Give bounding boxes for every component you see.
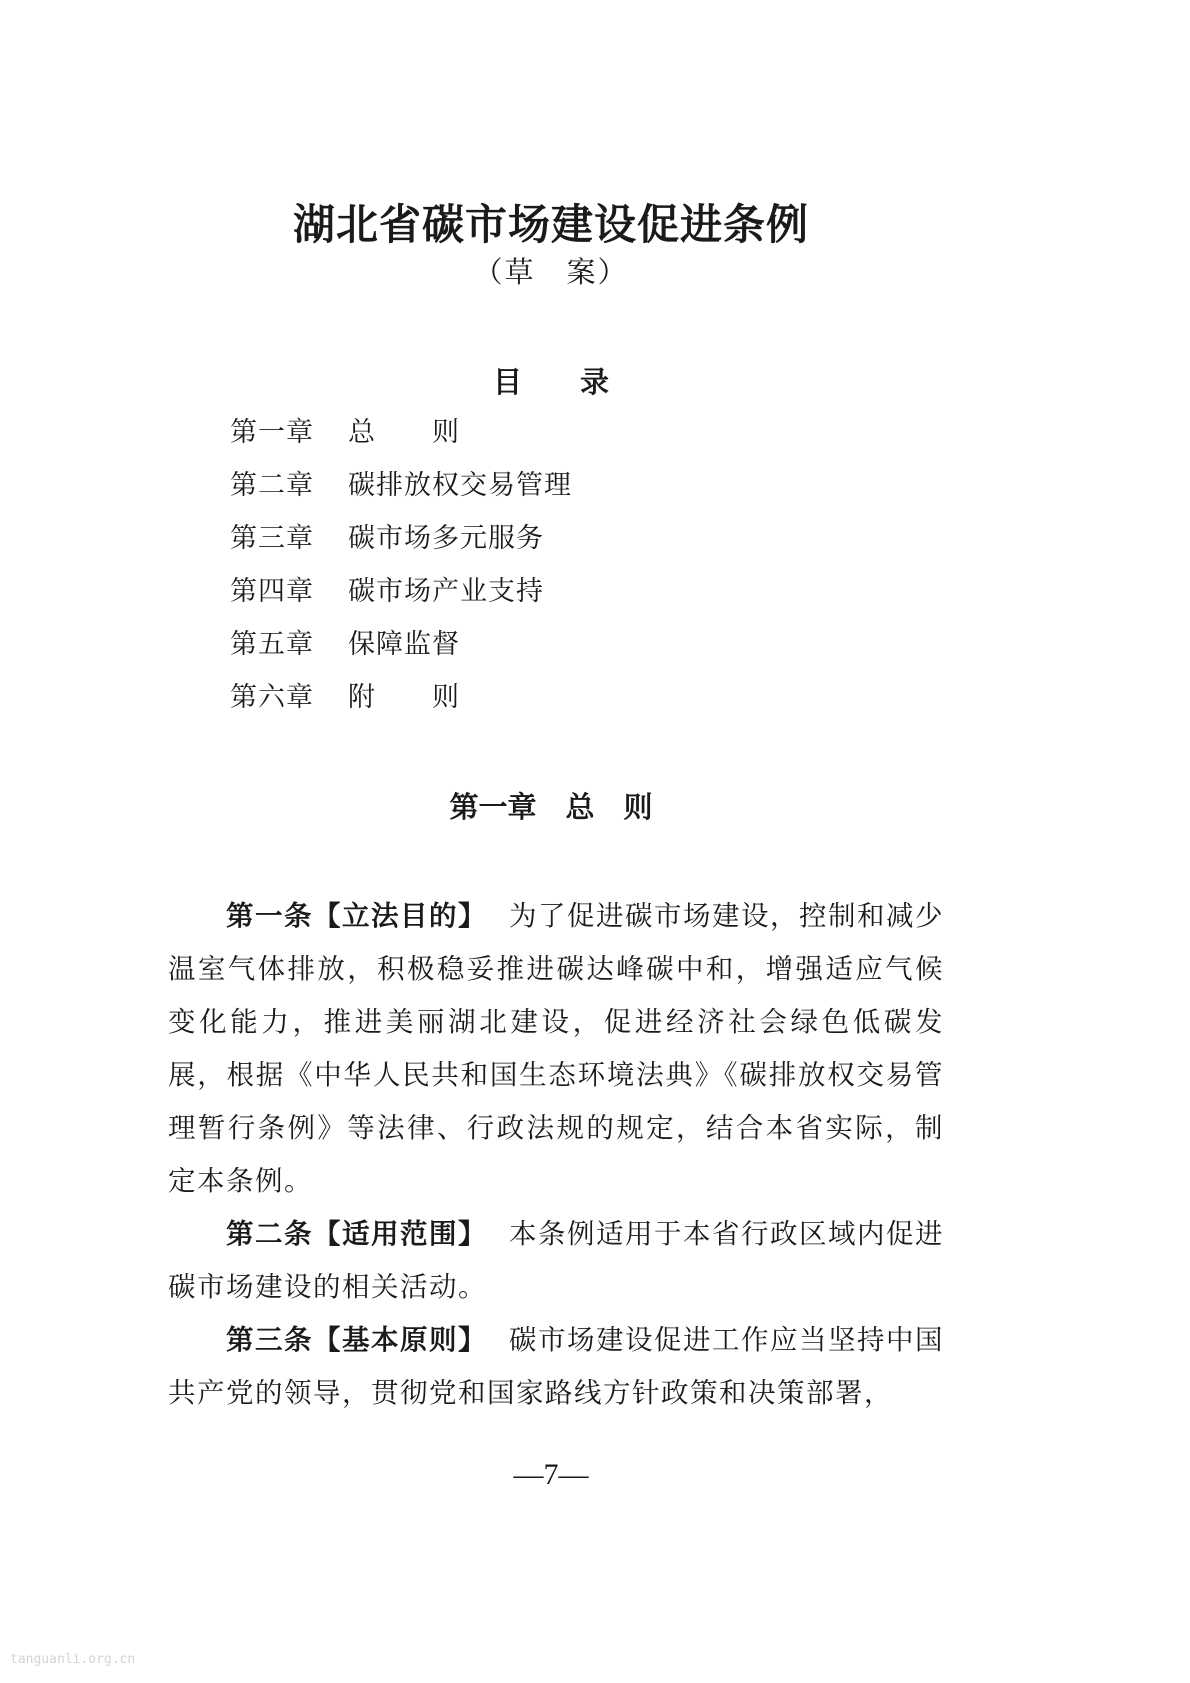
article-paragraph xyxy=(168,1314,944,1420)
toc-item xyxy=(230,466,572,519)
toc-chapter-name: 碳市场产业支持 xyxy=(348,576,544,607)
toc-item xyxy=(230,572,572,625)
toc-item xyxy=(230,519,572,572)
toc-item xyxy=(230,678,572,731)
article-number: 第三条 xyxy=(226,1324,313,1356)
article-title: 【基本原则】 xyxy=(313,1324,487,1356)
table-of-contents xyxy=(230,413,572,731)
toc-chapter-number: 第四章 xyxy=(230,576,314,607)
toc-chapter-name: 总 则 xyxy=(348,417,460,448)
document-title: 湖北省碳市场建设促进条例 xyxy=(292,200,809,249)
page-number: —7— xyxy=(513,1458,589,1491)
toc-item xyxy=(230,625,572,678)
toc-chapter-name: 碳排放权交易管理 xyxy=(348,470,572,501)
article-text: 碳市场建设促进工作应当坚持中国共产党的领导，贯彻党和国家路线方针政策和决策部署， xyxy=(168,1324,944,1409)
article-text: 为了促进碳市场建设，控制和减少温室气体排放，积极稳妥推进碳达峰碳中和，增强适应气候变化能力，推进美丽湖北建设，促进经济社会绿色低碳发展，根据《中华人民共和国生态环境法典》《碳排放权交易管理暂行条例》等法律、行政法规的规定，结合本省实际，制定本条例。 xyxy=(168,900,944,1197)
article-number: 第一条 xyxy=(226,900,313,932)
article-body xyxy=(168,890,944,1420)
article-title: 【立法目的】 xyxy=(313,900,487,932)
article-title: 【适用范围】 xyxy=(313,1218,487,1250)
watermark: tanguanli.org.cn xyxy=(10,1652,136,1667)
toc-chapter-name: 碳市场多元服务 xyxy=(348,523,544,554)
toc-chapter-name: 保障监督 xyxy=(348,629,460,660)
chapter-heading: 第一章 总 则 xyxy=(449,790,653,824)
document-subtitle: （草 案） xyxy=(473,255,629,289)
article-paragraph xyxy=(168,1208,944,1314)
article-paragraph xyxy=(168,890,944,1208)
article-number: 第二条 xyxy=(226,1218,313,1250)
toc-chapter-number: 第三章 xyxy=(230,523,314,554)
article-text: 本条例适用于本省行政区域内促进碳市场建设的相关活动。 xyxy=(168,1218,944,1303)
toc-chapter-number: 第二章 xyxy=(230,470,314,501)
toc-chapter-number: 第六章 xyxy=(230,682,314,713)
toc-chapter-name: 附 则 xyxy=(348,682,460,713)
toc-chapter-number: 第一章 xyxy=(230,417,314,448)
toc-item xyxy=(230,413,572,466)
toc-chapter-number: 第五章 xyxy=(230,629,314,660)
toc-heading: 目 录 xyxy=(492,365,609,399)
